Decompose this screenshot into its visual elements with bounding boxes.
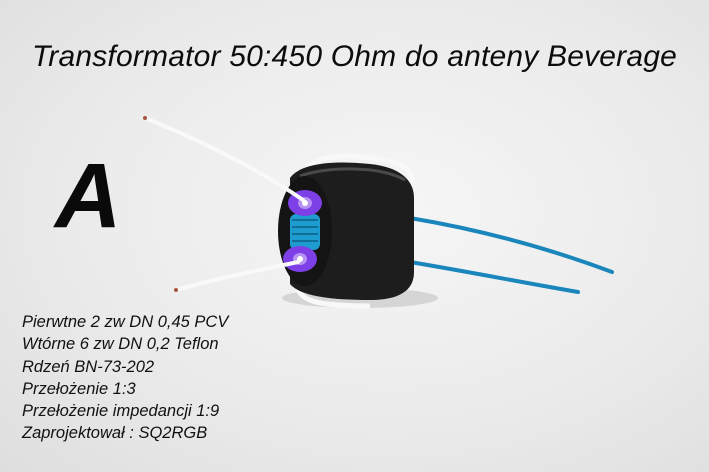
secondary-winding (290, 214, 320, 250)
primary-lead-tip-upper (143, 116, 147, 120)
sleeve-lower (283, 246, 317, 272)
spec-turns-ratio: Przełożenie 1:3 (22, 379, 136, 398)
primary-lead-lower (176, 262, 298, 290)
spec-secondary-winding: Wtórne 6 zw DN 0,2 Teflon (22, 335, 219, 354)
primary-lead-tip-lower (174, 288, 178, 292)
primary-lead-upper (145, 118, 303, 200)
variant-label: A (55, 145, 122, 247)
spec-designer: Zaprojektował : SQ2RGB (22, 424, 208, 443)
secondary-wire-upper (410, 218, 612, 272)
spec-impedance-ratio: Przełożenie impedancji 1:9 (22, 402, 220, 421)
image-title: Transformator 50:450 Ohm do anteny Beverage (31, 40, 678, 73)
spec-primary-winding: Pierwtne 2 zw DN 0,45 PCV (22, 313, 229, 331)
secondary-wire-lower (410, 262, 578, 292)
spec-list (22, 311, 228, 445)
spec-core: Rdzeń BN-73-202 (22, 357, 155, 376)
